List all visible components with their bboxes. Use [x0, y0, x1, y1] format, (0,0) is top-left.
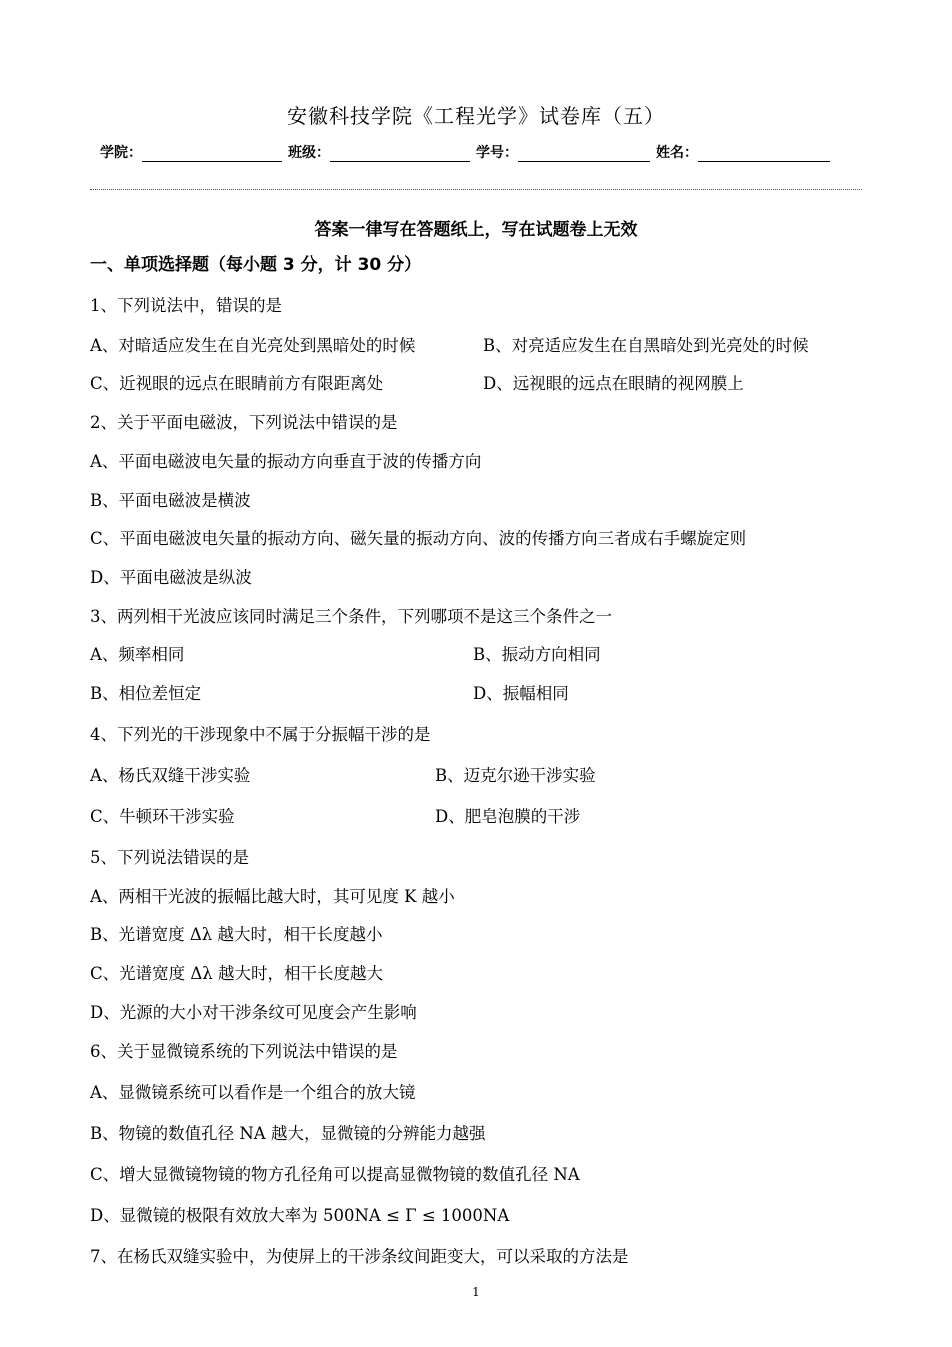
student-id-label: 学号：	[476, 145, 518, 161]
college-field[interactable]	[142, 145, 282, 162]
exam-title: 安徽科技学院《工程光学》试卷库（五）	[287, 104, 665, 128]
option-a: A、对暗适应发生在自光亮处到黑暗处的时候	[90, 336, 416, 355]
question-stem: 3、两列相干光波应该同时满足三个条件，下列哪项不是这三个条件之一	[90, 607, 612, 626]
option-d: D、光源的大小对干涉条纹可见度会产生影响	[90, 1003, 417, 1022]
option-a: A、两相干光波的振幅比越大时，其可见度 K 越小	[90, 887, 455, 906]
option-c: C、光谱宽度 Δλ 越大时，相干长度越大	[90, 964, 383, 983]
question-stem: 6、关于显微镜系统的下列说法中错误的是	[90, 1042, 398, 1061]
option-d: D、肥皂泡膜的干涉	[435, 807, 581, 826]
section-title: 一、单项选择题（每小题 3 分，计 30 分）	[90, 255, 422, 275]
option-a: A、杨氏双缝干涉实验	[90, 766, 251, 785]
option-a: A、显微镜系统可以看作是一个组合的放大镜	[90, 1083, 416, 1102]
college-label: 学院：	[100, 145, 142, 161]
option-b: B、迈克尔逊干涉实验	[435, 766, 596, 785]
option-a: A、平面电磁波电矢量的振动方向垂直于波的传播方向	[90, 452, 482, 471]
exam-notice: 答案一律写在答题纸上，写在试题卷上无效	[314, 220, 638, 240]
name-field[interactable]	[698, 145, 830, 162]
option-d: D、远视眼的远点在眼睛的视网膜上	[483, 374, 744, 393]
option-d: D、显微镜的极限有效放大率为 500NA ≤ Γ ≤ 1000NA	[90, 1206, 510, 1225]
option-c: C、增大显微镜物镜的物方孔径角可以提高显微物镜的数值孔径 NA	[90, 1165, 580, 1184]
class-field[interactable]	[330, 145, 470, 162]
option-b: B、振动方向相同	[473, 645, 601, 664]
name-label: 姓名：	[656, 145, 698, 161]
question-stem: 2、关于平面电磁波，下列说法中错误的是	[90, 413, 398, 432]
option-b: B、对亮适应发生在自黑暗处到光亮处的时候	[483, 336, 809, 355]
option-c: C、牛顿环干涉实验	[90, 807, 235, 826]
question-stem: 1、下列说法中，错误的是	[90, 296, 282, 315]
student-info-row	[100, 142, 836, 162]
option-a: A、频率相同	[90, 645, 185, 664]
page-number: 1	[472, 1285, 480, 1299]
option-d: D、振幅相同	[473, 684, 569, 703]
question-stem: 5、下列说法错误的是	[90, 848, 249, 867]
student-id-field[interactable]	[518, 145, 650, 162]
option-c: C、近视眼的远点在眼睛前方有限距离处	[90, 374, 384, 393]
class-label: 班级：	[288, 145, 330, 161]
option-c: C、平面电磁波电矢量的振动方向、磁矢量的振动方向、波的传播方向三者成右手螺旋定则	[90, 529, 747, 548]
dotted-separator	[90, 189, 862, 190]
option-b: B、物镜的数值孔径 NA 越大，显微镜的分辨能力越强	[90, 1124, 486, 1143]
option-b: B、平面电磁波是横波	[90, 491, 251, 510]
option-b: B、光谱宽度 Δλ 越大时，相干长度越小	[90, 925, 383, 944]
option-c: B、相位差恒定	[90, 684, 202, 703]
question-stem: 7、在杨氏双缝实验中，为使屏上的干涉条纹间距变大，可以采取的方法是	[90, 1247, 629, 1266]
option-d: D、平面电磁波是纵波	[90, 568, 252, 587]
question-stem: 4、下列光的干涉现象中不属于分振幅干涉的是	[90, 725, 431, 744]
